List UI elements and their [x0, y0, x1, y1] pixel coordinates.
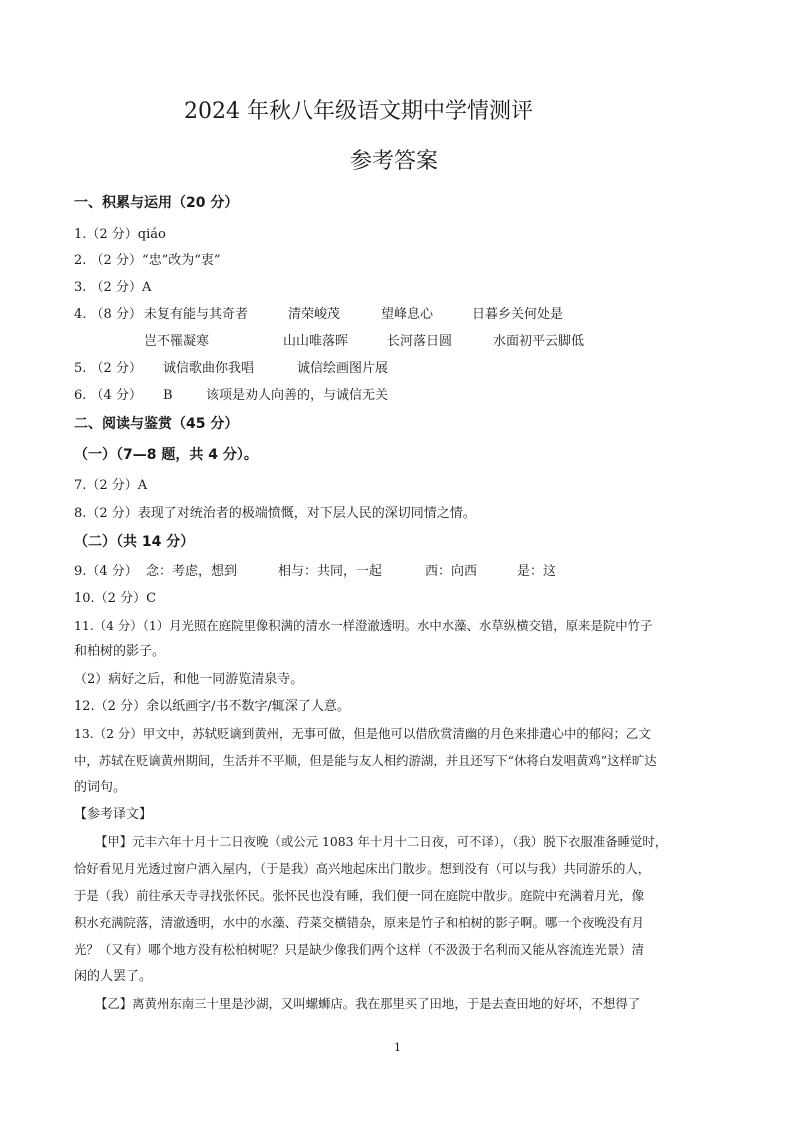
translation-jia-line: 【甲】元丰六年十月十二日夜晚（或公元 1083 年十月十二日夜，可不译），（我）脱下衣服准备睡觉时， [95, 834, 668, 849]
section1-heading: 一、积累与运用（20 分） [74, 195, 239, 211]
answer-q13-line: 中，苏轼在贬谪黄州期间，生活并不平顺，但是能与友人相约游湖，并且还写下“休将白发唱黄鸡”这样旷达 [74, 753, 657, 768]
part2-heading: （二）（共 14 分） [74, 534, 195, 550]
q5-item: 诚信歌曲你我唱 [163, 361, 255, 376]
q6-note: 该项是劝人向善的，与诚信无关 [206, 388, 389, 403]
answer-q11-part2: （2）病好之后，和他一同游览清泉寺。 [74, 672, 304, 687]
answer-q11-line: 和柏树的影子。 [74, 644, 166, 659]
q9-item: 相与：共同，一起 [278, 564, 383, 579]
translation-yi-line: 【乙】离黄州东南三十里是沙湖，又叫螺蛳店。我在那里买了田地，于是去查田地的好坏，不想得了 [95, 996, 641, 1011]
answer-q9-label: 9.（4 分） [74, 564, 138, 579]
translation-jia-line: 于是（我）前往承天寺寻找张怀民。张怀民也没有睡，我们便一同在庭院中散步。庭院中充满着月光，像 [74, 888, 644, 903]
page-title: 2024 年秋八年级语文期中学情测评 [184, 99, 533, 124]
q4-item: 岂不罹凝寒 [144, 334, 210, 349]
q5-item: 诚信绘画图片展 [297, 361, 389, 376]
answer-q3: 3. （2 分）A [74, 280, 152, 295]
q4-item: 未复有能与其奇者 [144, 307, 249, 322]
q4-item: 水面初平云脚低 [493, 334, 585, 349]
answer-q6-label: 6. （4 分） [74, 388, 142, 403]
answer-q13-line: 13.（2 分）甲文中，苏轼贬谪到黄州，无事可做，但是他可以借欣赏清幽的月色来排遣心中的郁闷；乙文 [74, 726, 651, 741]
answer-q7: 7.（2 分）A [74, 478, 148, 493]
answer-q12: 12.（2 分）余以纸画字/书不数字/辄深了人意。 [74, 699, 350, 714]
q4-item: 长河落日圆 [387, 334, 453, 349]
page-number: 1 [394, 1041, 401, 1054]
q6-answer: B [163, 388, 173, 403]
page-subtitle: 参考答案 [350, 149, 439, 174]
q9-item: 念：考虑，想到 [146, 564, 238, 579]
part1-heading: （一）（7—8 题，共 4 分）。 [74, 447, 258, 463]
q4-item: 望峰息心 [381, 307, 434, 322]
translation-jia-line: 闲的人罢了。 [74, 969, 153, 984]
q9-item: 是：这 [517, 564, 557, 579]
answer-q11-line: 11.（4 分）（1）月光照在庭院里像积满的清水一样澄澈透明。水中水藻、水草纵横交错，原来是院中竹子 [74, 618, 653, 633]
translation-jia-line: 恰好看见月光透过窗户洒入屋内，（于是我）高兴地起床出门散步。想到没有（可以与我）共同游乐的人， [74, 861, 651, 876]
answer-q5-label: 5. （2 分） [74, 361, 142, 376]
q4-item: 山山唯落晖 [283, 334, 349, 349]
answer-q4-label: 4. （8 分） [74, 307, 142, 322]
translation-jia-line: 光？（又有）哪个地方没有松柏树呢？只是缺少像我们两个这样（不汲汲于名利而又能从容流连光景）清 [74, 942, 644, 957]
answer-q8: 8.（2 分）表现了对统治者的极端愤慨，对下层人民的深切同情之情。 [74, 506, 476, 521]
translation-heading: 【参考译文】 [74, 807, 153, 822]
q4-item: 清荣峻茂 [288, 307, 341, 322]
answer-q2: 2. （2 分）“忠”改为“衷” [74, 253, 221, 268]
answer-q10: 10.（2 分）C [74, 591, 157, 606]
section2-heading: 二、阅读与鉴赏（45 分） [74, 416, 239, 432]
q4-item: 日暮乡关何处是 [472, 307, 564, 322]
answer-q1: 1.（2 分）qiáo [74, 227, 166, 242]
answer-q13-line: 的词句。 [74, 780, 127, 795]
q9-item: 西：向西 [425, 564, 478, 579]
translation-jia-line: 积水充满院落，清澈透明，水中的水藻、荇菜交横错杂，原来是竹子和柏树的影子啊。哪一个夜晚没有月 [74, 915, 644, 930]
